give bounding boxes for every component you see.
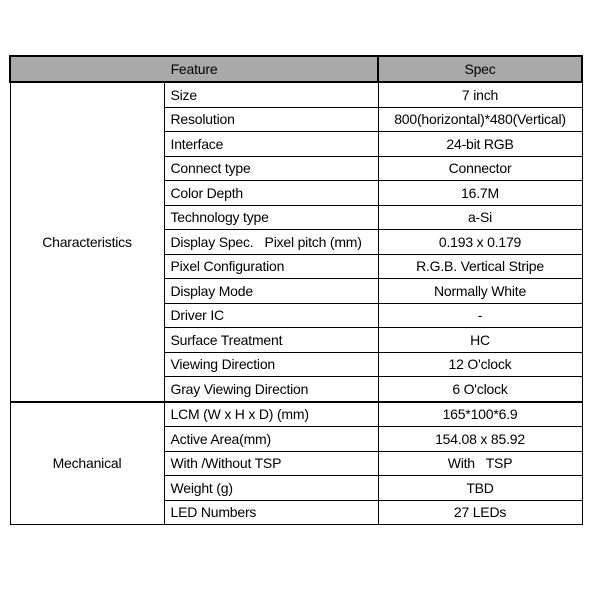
feature-cell: Size — [164, 82, 378, 107]
spec-value-cell: TBD — [378, 476, 582, 501]
spec-value-cell: 7 inch — [378, 82, 582, 107]
feature-cell: Display Spec. Pixel pitch (mm) — [164, 230, 378, 255]
header-feature: Feature — [10, 56, 378, 82]
feature-cell: Gray Viewing Direction — [164, 377, 378, 402]
spec-value-cell: HC — [378, 328, 582, 353]
category-cell: Mechanical — [10, 402, 164, 525]
header-spec: Spec — [378, 56, 582, 82]
feature-cell: Viewing Direction — [164, 352, 378, 377]
feature-cell: Color Depth — [164, 181, 378, 206]
spec-value-cell: Connector — [378, 156, 582, 181]
feature-cell: Pixel Configuration — [164, 254, 378, 279]
table-body — [10, 82, 582, 525]
spec-value-cell: 165*100*6.9 — [378, 402, 582, 427]
feature-cell: LED Numbers — [164, 500, 378, 525]
spec-value-cell: 12 O'clock — [378, 352, 582, 377]
feature-cell: Display Mode — [164, 279, 378, 304]
feature-cell: Surface Treatment — [164, 328, 378, 353]
feature-cell: LCM (W x H x D) (mm) — [164, 402, 378, 427]
spec-value-cell: 6 O'clock — [378, 377, 582, 402]
spec-value-cell: 800(horizontal)*480(Vertical) — [378, 107, 582, 132]
spec-value-cell: 24-bit RGB — [378, 132, 582, 157]
table-header-row — [10, 56, 582, 82]
spec-value-cell: With TSP — [378, 451, 582, 476]
spec-table — [9, 55, 583, 525]
feature-cell: Resolution — [164, 107, 378, 132]
table-row — [10, 82, 582, 107]
spec-value-cell: 27 LEDs — [378, 500, 582, 525]
feature-cell: Interface — [164, 132, 378, 157]
spec-value-cell: R.G.B. Vertical Stripe — [378, 254, 582, 279]
feature-cell: Driver IC — [164, 303, 378, 328]
table-row — [10, 402, 582, 427]
spec-value-cell: 154.08 x 85.92 — [378, 427, 582, 452]
spec-value-cell: 0.193 x 0.179 — [378, 230, 582, 255]
feature-cell: With /Without TSP — [164, 451, 378, 476]
feature-cell: Technology type — [164, 205, 378, 230]
spec-value-cell: 16.7M — [378, 181, 582, 206]
spec-value-cell: - — [378, 303, 582, 328]
spec-value-cell: Normally White — [378, 279, 582, 304]
category-cell: Characteristics — [10, 82, 164, 402]
feature-cell: Active Area(mm) — [164, 427, 378, 452]
feature-cell: Weight (g) — [164, 476, 378, 501]
feature-cell: Connect type — [164, 156, 378, 181]
spec-value-cell: a-Si — [378, 205, 582, 230]
